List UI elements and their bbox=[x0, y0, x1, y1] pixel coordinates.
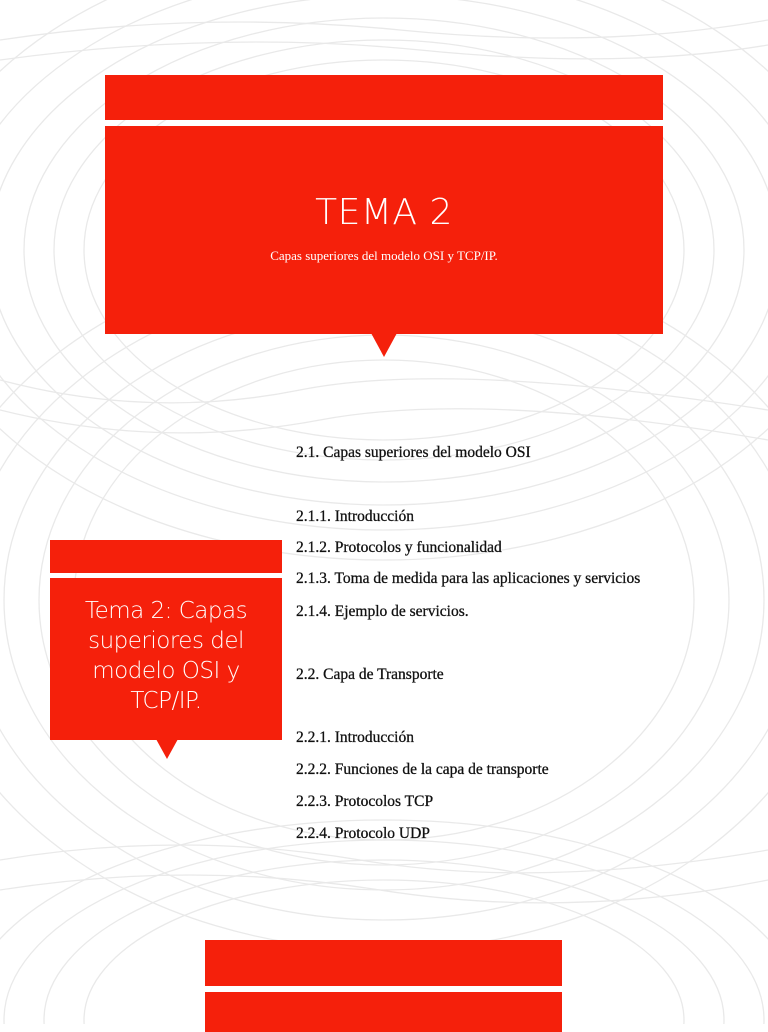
next-slide-header-bar bbox=[205, 940, 562, 986]
toc-item: 2.1.4. Ejemplo de servicios. bbox=[296, 603, 469, 620]
title-header-bar bbox=[105, 75, 663, 120]
section-pointer-arrow bbox=[156, 739, 178, 759]
toc-item: 2.2.4. Protocolo UDP bbox=[296, 825, 430, 842]
toc-item: 2.1.3. Toma de medida para las aplicaciones y servicios bbox=[296, 570, 641, 587]
toc-item: 2.2. Capa de Transporte bbox=[296, 666, 444, 683]
toc-item: 2.1. Capas superiores del modelo OSI bbox=[296, 444, 531, 461]
toc-item: 2.2.1. Introducción bbox=[296, 729, 414, 746]
slide-title: TEMA 2 bbox=[315, 192, 453, 233]
toc-item: 2.2.3. Protocolos TCP bbox=[296, 793, 434, 810]
toc-item: 2.2.2. Funciones de la capa de transporte bbox=[296, 761, 549, 778]
title-pointer-arrow bbox=[371, 333, 397, 357]
section-header-bar bbox=[50, 540, 282, 573]
section-title: Tema 2: Capas superiores del modelo OSI y TCP/IP. bbox=[84, 598, 248, 714]
toc-item: 2.1.2. Protocolos y funcionalidad bbox=[296, 539, 502, 556]
next-slide-block bbox=[205, 992, 562, 1032]
toc-item: 2.1.1. Introducción bbox=[296, 508, 414, 525]
slide-subtitle: Capas superiores del modelo OSI y TCP/IP. bbox=[270, 248, 498, 263]
